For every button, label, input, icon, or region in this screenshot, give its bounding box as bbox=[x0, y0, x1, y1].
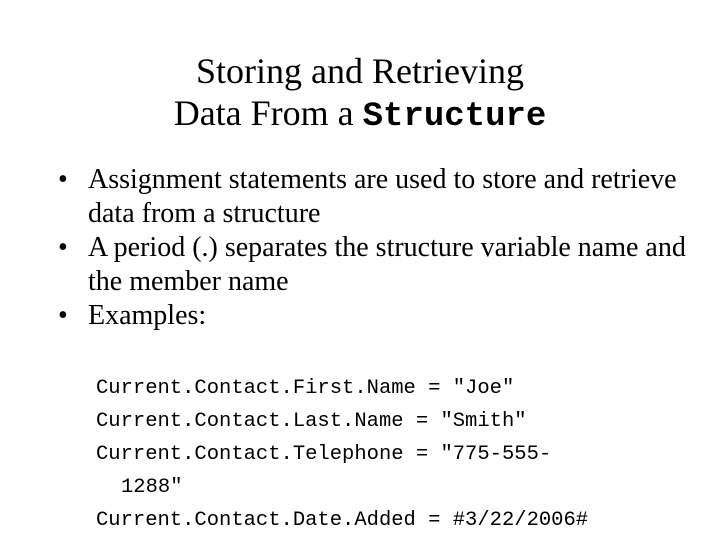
title-line-1: Storing and Retrieving bbox=[196, 51, 524, 91]
title-code-keyword: Structure bbox=[362, 98, 547, 136]
bullet-text: Examples: bbox=[88, 300, 207, 331]
code-line-continuation: 1288" bbox=[121, 476, 183, 499]
bullet-icon: • bbox=[58, 232, 68, 263]
bullet-icon: • bbox=[58, 164, 68, 195]
code-line: Current.Contact.First.Name = "Joe" bbox=[96, 377, 515, 400]
bullet-text: A period (.) separates the structure variable name and the member name bbox=[88, 232, 686, 297]
code-examples bbox=[96, 372, 696, 537]
code-line: Current.Contact.Date.Added = #3/22/2006# bbox=[96, 509, 589, 532]
title-line-2 bbox=[0, 92, 720, 138]
bullet-item bbox=[58, 231, 698, 299]
bullet-icon: • bbox=[58, 300, 68, 331]
bullet-item bbox=[58, 299, 698, 333]
bullet-item bbox=[58, 163, 698, 231]
bullet-list bbox=[58, 163, 698, 333]
bullet-text: Assignment statements are used to store and retrieve data from a structure bbox=[88, 164, 677, 229]
code-line: Current.Contact.Last.Name = "Smith" bbox=[96, 410, 527, 433]
title-line-2-text: Data From a bbox=[173, 93, 363, 133]
code-line: Current.Contact.Telephone = "775-555- bbox=[96, 443, 552, 466]
slide-title bbox=[0, 50, 720, 138]
